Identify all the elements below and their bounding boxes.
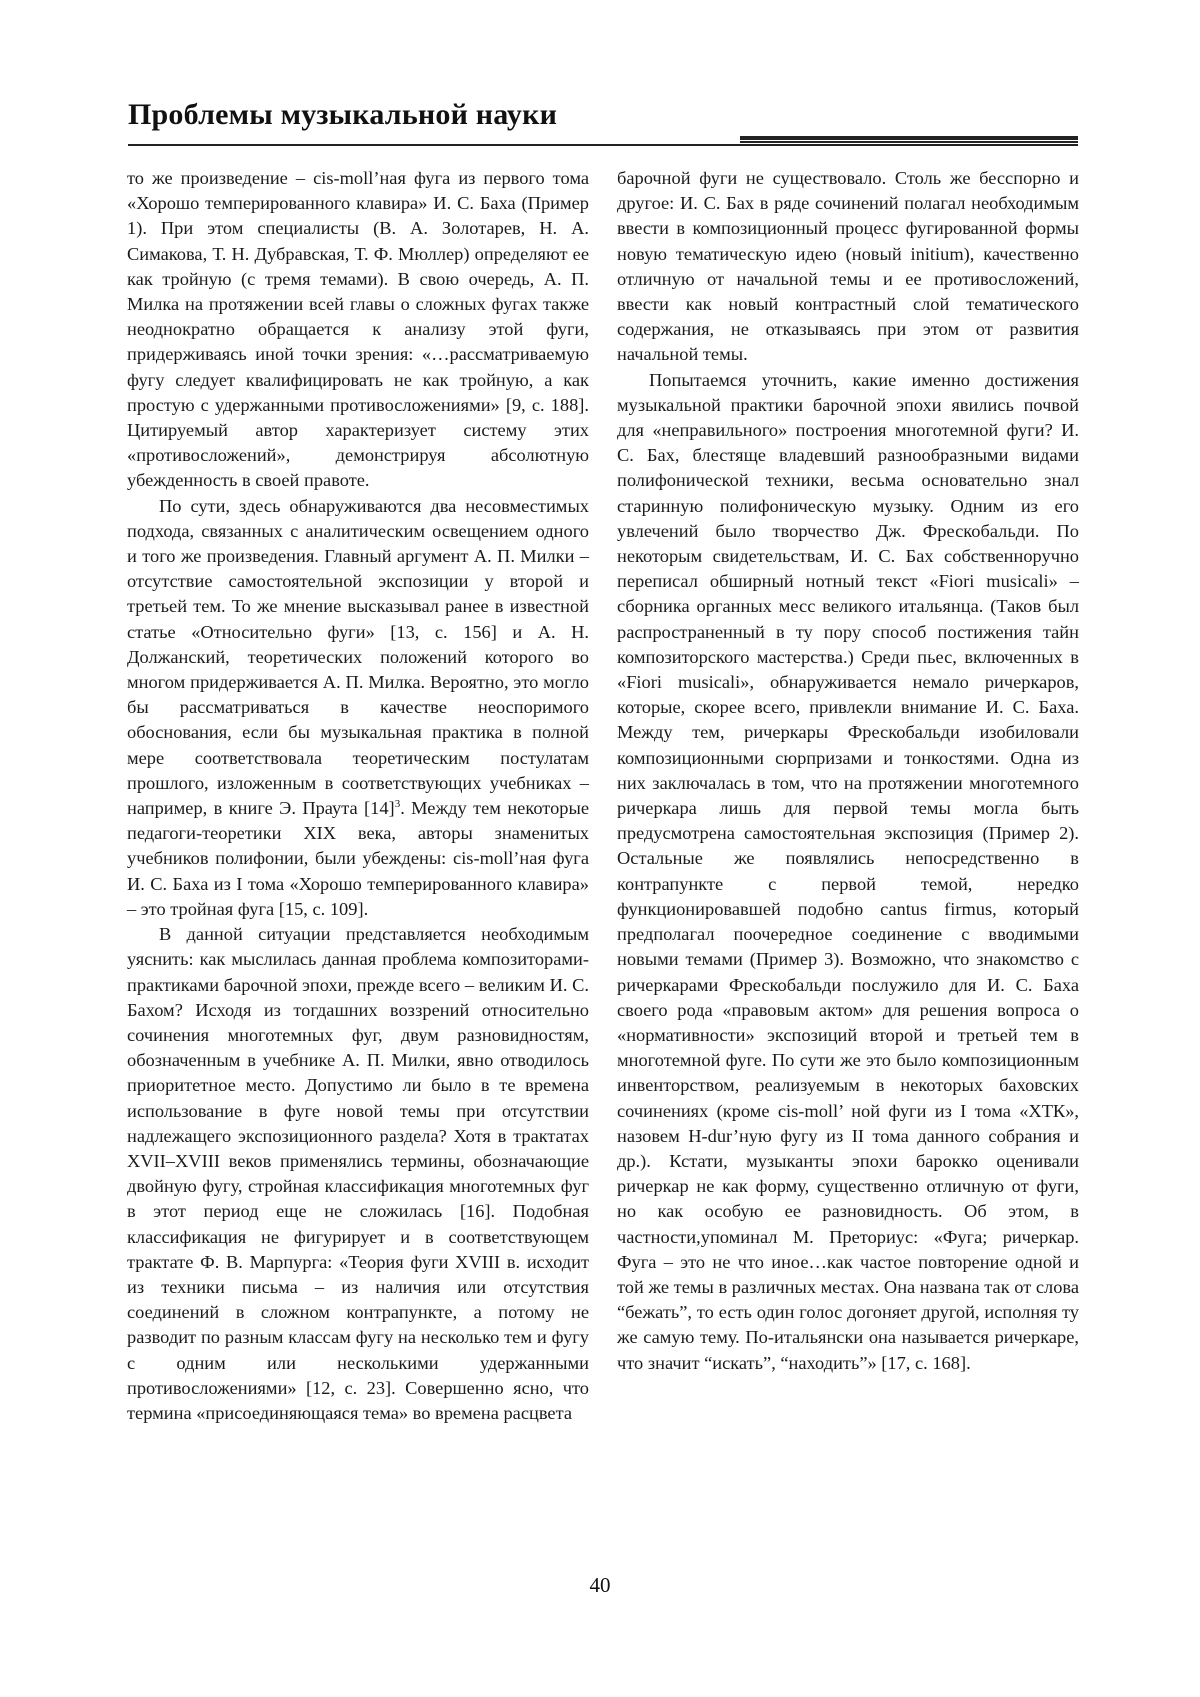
header-rule-thick: [740, 136, 1078, 140]
header-rule-thick-lower: [740, 141, 1078, 143]
paragraph: [127, 494, 589, 922]
paragraph-text: По сути, здесь обнаруживаются два несовместимых подхода, связанных с аналитическим освещением одного и того же произведения. Главный аргумент А. П. Милки – отсутствие самостоятельной экспозиции у второй и третьей тем. То же мнение высказывал ранее в известной статье «Относительно фуги» [13, с. 156] и А. Н. Должанский, теоретических положений которого во многом придерживается А. П. Милка. Вероятно, это могло бы рассматриваться в качестве неоспоримого обоснования, если бы музыкальная практика в полной мере соответствовала теоретическим постулатам прошлого, изложенным в соответствующих учебниках – например, в книге Э. Праута [14]: [127, 495, 589, 819]
paragraph: В данной ситуации представляется необходимым уяснить: как мыслилась данная проблема композиторами-практиками барочной эпохи, прежде всего – великим И. С. Бахом? Исходя из тогдашних воззрений относительно сочинения многотемных фуг, двум разновидностям, обозначенным в учебнике А. П. Милки, явно отводилось приоритетное место. Допустимо ли было в те времена использование в фуге новой темы при отсутствии надлежащего экспозиционного раздела? Хотя в трактатах XVII–XVIII веков применялись термины, обозначающие двойную фугу, стройная классификация многотемных фуг в этот период еще не сложилась [16]. Подобная классификация не фигурирует и в соответствующем трактате Ф. В. Марпурга: «Теория фуги XVIII в. исходит из техники письма – из наличия или отсутствия соединений в сложном контрапункте, а потому не разводит по разным классам фугу на несколько тем и фугу с одним или несколькими удержанными противосложениями» [12, с. 23]. Совершенно ясно, что термина «присоединяющаяся тема» во времена расцвета: [127, 924, 589, 1423]
running-head-title: Проблемы музыкальной науки: [128, 98, 558, 131]
page-number: 40: [589, 1573, 611, 1597]
paragraph: барочной фуги не существовало. Столь же бесспорно и другое: И. С. Бах в ряде сочинений полагал необходимым ввести в композиционный процесс фугированной формы новую тематическую идею (новый initium), качественно отличную от начальной темы и ее противосложений, ввести как новый контрастный слой тематического содержания, не отказываясь при этом от развития начальной темы.: [617, 168, 1079, 365]
right-column: [617, 166, 1079, 1376]
paragraph: то же произведение – cis-moll’ная фуга из первого тома «Хорошо темперированного клавира» И. С. Баха (Пример 1). При этом специалисты (В. А. Золотарев, Н. А. Симакова, Т. Н. Дубравская, Т. Ф. Мюллер) определяют ее как тройную (с тремя темами). В свою очередь, А. П. Милка на протяжении всей главы о сложных фугах также неоднократно обращается к анализу этой фуги, придерживаясь иной точки зрения: «…рассматриваемую фугу следует квалифицировать не как тройную, а как простую с удержанными противосложениями» [9, с. 188]. Цитируемый автор характеризует систему этих «противосложений», демонстрируя абсолютную убежденность в своей правоте.: [127, 168, 589, 491]
footnote-mark: 3: [394, 797, 401, 810]
paragraph-text-tail: . Между тем некоторые педагоги-теоретики XIX века, авторы знаменитых учебников полифонии, были убеждены: cis-moll’ная фуга И. С. Баха из I тома «Хорошо темперированного клавира» – это тройная фуга [15, с. 109].: [127, 798, 589, 919]
left-column: [127, 166, 589, 1426]
paragraph: Попытаемся уточнить, какие именно достижения музыкальной практики барочной эпохи явились почвой для «неправильного» построения многотемной фуги? И. С. Бах, блестяще владевший разнообразными видами полифонической техники, весьма основательно знал старинную полифоническую музыку. Одним из его увлечений было творчество Дж. Фрескобальди. По некоторым свидетельствам, И. С. Бах собственноручно переписал обширный нотный текст «Fiori musicali» – сборника органных месс великого итальянца. (Таков был распространенный в ту пору способ постижения тайн композиторского мастерства.) Среди пьес, включенных в «Fiori musicali», обнаруживается немало ричеркаров, которые, скорее всего, привлекли внимание И. С. Баха. Между тем, ричеркары Фрескобальди изобиловали композиционными сюрпризами и тонкостями. Одна из них заключалась в том, что на протяжении многотемного ричеркара лишь для первой темы могла быть предусмотрена самостоятельная экспозиция (Пример 2). Остальные же появлялись непосредственно в контрапункте с первой темой, нередко функционировавшей подобно cantus firmus, который предполагал поочередное соединение с вводимыми новыми темами (Пример 3). Возможно, что знакомство с ричеркарами Фрескобальди послужило для И. С. Баха своего рода «правовым актом» для решения вопроса о «нормативности» экспозиций второй и третьей тем в многотемной фуге. По сути же это было композиционным инвенторством, реализуемым в некоторых баховских сочинениях (кроме cis-moll’ ной фуги из I тома «ХТК», назовем H-dur’ную фугу из II тома данного собрания и др.). Кстати, музыканты эпохи барокко оценивали ричеркар не как форму, существенно отличную от фуги, но как особую ее разновидность. Об этом, в частности,упоминал М. Преториус: «Фуга; ричеркар. Фуга – это не что иное…как частое повторение одной и той же темы в различных местах. Она названа так от слова “бежать”, то есть один голос догоняет другой, исполняя ту же самую тему. По-итальянски она называется ричеркаре, что значит “искать”, “находить”» [17, с. 168].: [617, 369, 1079, 1373]
header-rule: [128, 144, 1078, 146]
